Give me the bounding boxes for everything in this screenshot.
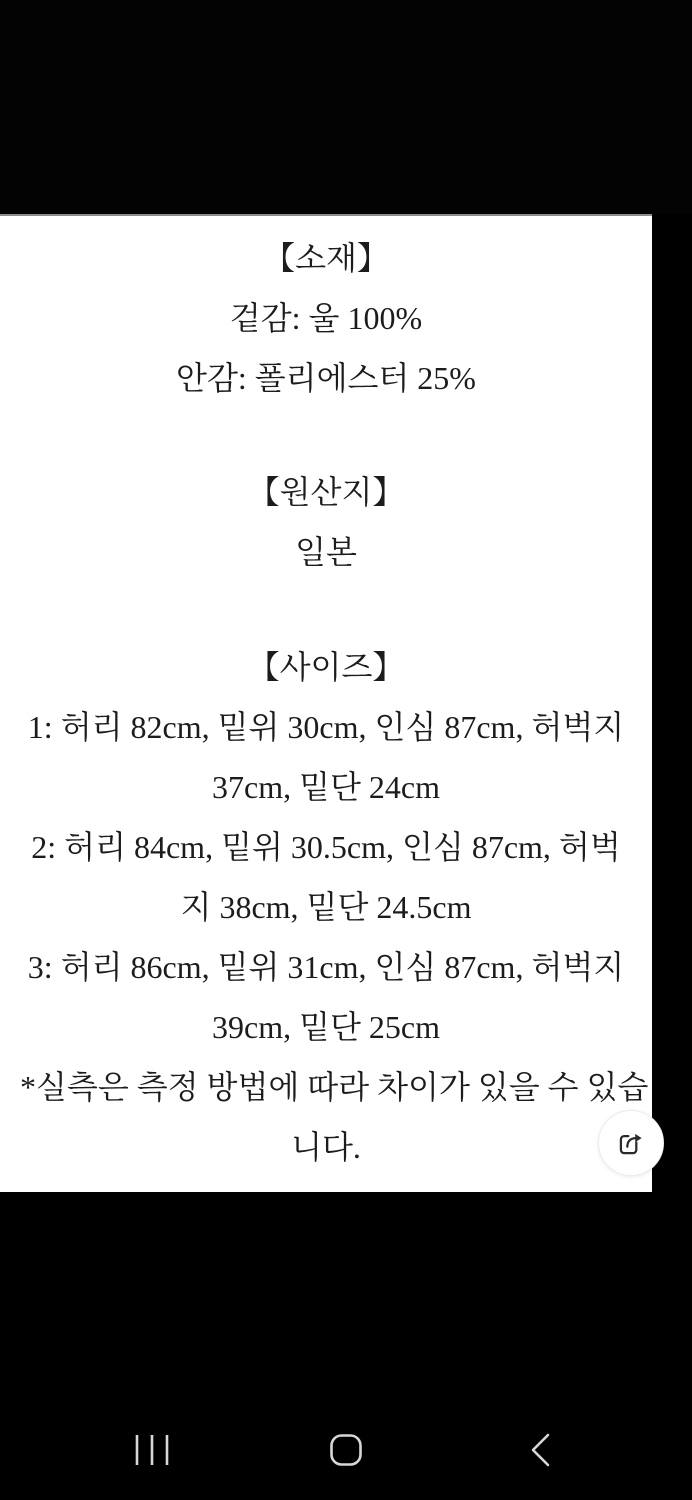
recents-icon [134,1432,170,1468]
share-icon [614,1126,648,1160]
origin-heading: 【원산지】 [247,474,405,510]
product-description-panel [0,214,652,1192]
size-heading: 【사이즈】 [247,649,405,685]
recents-button[interactable] [122,1420,182,1480]
size-row-1-line-1: 1: 허리 82cm, 밑위 30cm, 인심 87cm, 허벅지 [27,709,625,745]
home-icon [329,1433,363,1467]
material-section [20,228,632,408]
size-row-2-line-1: 2: 허리 84cm, 밑위 30.5cm, 인심 87cm, 허벅 [31,829,621,865]
size-section [20,637,649,1177]
bottom-black-region [0,1192,692,1500]
material-heading: 【소재】 [263,240,389,276]
size-note-line-2: 니다. [291,1129,361,1165]
size-row-1-line-2: 37cm, 밑단 24cm [211,769,440,805]
back-button[interactable] [510,1420,570,1480]
material-lining-line: 안감: 폴리에스터 25% [176,360,476,396]
size-row-2-line-2: 지 38cm, 밑단 24.5cm [180,889,472,925]
share-button[interactable] [598,1110,664,1176]
material-outer-line: 겉감: 울 100% [229,300,423,336]
origin-country-line: 일본 [295,534,357,570]
origin-section [20,462,632,582]
android-navigation-bar [0,1400,692,1500]
back-icon [528,1431,552,1469]
size-note-line-1: *실측은 측정 방법에 따라 차이가 있을 수 있습 [20,1069,649,1105]
size-row-3-line-2: 39cm, 밑단 25cm [211,1009,440,1045]
size-row-3-line-1: 3: 허리 86cm, 밑위 31cm, 인심 87cm, 허벅지 [27,949,625,985]
dark-product-image-region [0,0,692,214]
home-button[interactable] [316,1420,376,1480]
